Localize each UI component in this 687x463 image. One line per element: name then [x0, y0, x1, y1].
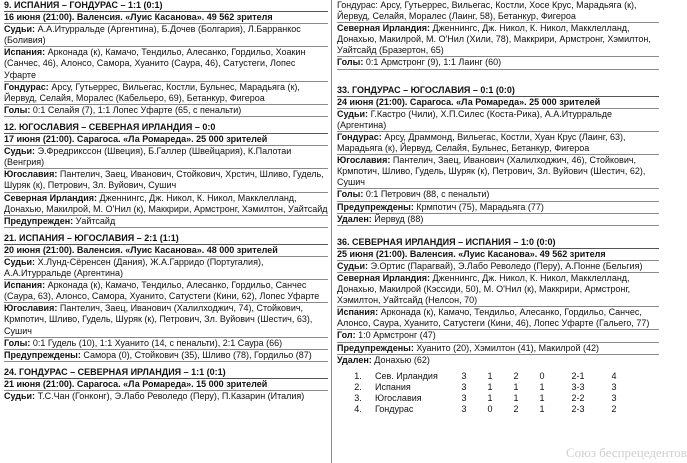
team-lineup — [337, 23, 659, 57]
standings-cell: 0 — [487, 403, 493, 414]
match-title: 9. ИСПАНИЯ – ГОНДУРАС – 1:1 (0:1) — [4, 0, 328, 12]
goals — [337, 330, 659, 342]
team-text: Пантелич, Заец, Иванович, Стойкович, Хрстич, Шливо, Гудель, Шуряк (к), Петрович, Зл. Вуйович, Сушич — [4, 169, 324, 191]
team-label: Югославия: — [4, 303, 58, 314]
team-lineup — [337, 132, 659, 155]
sent-off — [337, 355, 659, 366]
standings-cell: 2-1 — [571, 370, 585, 381]
judges-text: Т.С.Чан (Гонконг), Э.Лабо Револедо (Перу), П.Казарин (Италия) — [35, 391, 305, 401]
match-24 — [4, 367, 328, 402]
match-title: 33. ГОНДУРАС – ЮГОСЛАВИЯ – 0:1 (0:0) — [337, 85, 659, 97]
judges-label: Судьи: — [4, 146, 36, 157]
standings-row — [345, 382, 627, 393]
team-lineup — [4, 193, 328, 216]
team-label: Гондурас: — [337, 131, 382, 142]
standings-cell: 2-2 — [571, 392, 585, 403]
judges-label: Судьи: — [4, 256, 36, 267]
team-text: Дженнингс, Дж. Никол, К. Никол, Макклелланд, Донахью, Макилрой, М. О'Нил (к), Маккрири, Армстронг, Хэмилтон, Уайтсайд — [4, 192, 328, 214]
column-divider — [331, 0, 332, 463]
standings-cell: 1 — [487, 370, 493, 381]
match-21 — [4, 233, 328, 362]
judges-label: Судьи: — [4, 391, 36, 401]
team-label: Испания: — [4, 47, 46, 58]
warnings — [337, 202, 659, 214]
team-lineup — [337, 273, 659, 307]
judges-text: А.А.Итурральде (Аргентина), Б.Дочев (Болгария), Л.Барранкос (Боливия) — [4, 24, 301, 46]
judges-text: Х.Лунд-Сёренсен (Дания), Ж.А.Гарридо (Португалия), А.А.Итурральде (Аргентина) — [4, 256, 264, 279]
judges-text: Г.Кастро (Чили), Х.П.Силес (Коста-Рика), А.А.Итурральде (Аргентина) — [337, 108, 613, 130]
warnings-label: Предупреждены: — [4, 349, 81, 360]
standings-cell: 1 — [539, 392, 545, 403]
sent-off-text: Донахью (62) — [371, 354, 430, 365]
warnings-text: Самора (0), Стойкович (35), Шливо (78), Гордильо (87) — [80, 349, 312, 360]
standings-cell: 2. — [354, 381, 362, 392]
judges-label: Судьи: — [337, 108, 369, 119]
team-label: Югославия: — [4, 169, 58, 180]
standings-cell: 1 — [513, 381, 519, 392]
standings-cell: 1. — [354, 370, 362, 381]
left-column — [4, 0, 328, 407]
team-lineup — [337, 155, 659, 189]
standings-cell: 2 — [513, 370, 519, 381]
match-12 — [4, 122, 328, 228]
warnings-label: Предупрежден: — [4, 215, 74, 226]
judges-label: Судьи: — [337, 260, 369, 271]
judges-text: Э.Ортис (Парагвай), Э.Лабо Револедо (Перу), А.Понне (Бельгия) — [368, 260, 643, 271]
warnings-label: Предупреждены: — [337, 201, 414, 212]
team-text: Арконада (к), Камачо, Тендильо, Алесанко, Гордильо, Хоакин (Санчес, 46), Алонсо, Самора, Хуанито (Саура, 46), Сатустеги, Лопес Уфарте — [4, 47, 306, 80]
standings-cell: 1 — [539, 403, 545, 414]
goals-label: Гол: — [337, 330, 356, 341]
standings-cell: Испания — [375, 381, 411, 392]
warnings-text: Крмпотич (75), Марадьяга (77) — [413, 201, 544, 212]
judges — [337, 261, 659, 273]
right-column — [337, 0, 659, 415]
team-text: Пантелич, Заец, Иванович (Халилходжич, 74), Стойкович, Крмпотич, Шливо, Гудель, Шуряк (к), Петрович, Зл. Вуйович (Шестич, 63), Сушич — [4, 303, 313, 336]
ghost-heading: Союз беспрецедентов — [566, 445, 687, 460]
goals-text: 0:1 Армстронг (9), 1:1 Лаинг (60) — [363, 57, 502, 68]
match-title: 21. ИСПАНИЯ – ЮГОСЛАВИЯ – 2:1 (1:1) — [4, 233, 328, 245]
standings-row — [345, 393, 627, 404]
standings-row — [345, 371, 627, 382]
team-label: Северная Ирландия: — [4, 192, 98, 203]
warnings — [337, 343, 659, 355]
team-lineup — [4, 47, 328, 81]
goals-label: Голы: — [4, 337, 31, 348]
sent-off-label: Удален: — [337, 354, 372, 365]
team-label: Гондурас: — [4, 81, 49, 92]
goals — [4, 105, 328, 116]
standings-cell: 3 — [461, 403, 467, 414]
goals-label: Голы: — [4, 104, 31, 115]
goals — [4, 338, 328, 350]
sent-off — [337, 214, 659, 225]
match-date: 20 июня (21:00). Валенсия. «Луис Касанова». 48 000 зрителей — [4, 245, 328, 257]
standings-cell: 1 — [513, 392, 519, 403]
standings-cell: 1 — [487, 392, 493, 403]
goals — [337, 57, 659, 68]
standings-row — [345, 404, 627, 415]
team-lineup — [4, 280, 328, 303]
match-date: 21 июня (21:00). Сарагоса. «Ла Ромареда». 15 000 зрителей — [4, 379, 328, 391]
judges — [4, 257, 328, 280]
match-33 — [337, 85, 659, 226]
standings-cell: 3 — [611, 381, 617, 392]
match-date: 16 июня (21:00). Валенсия. «Луис Касанова». 49 562 зрителя — [4, 12, 328, 24]
spacer — [337, 75, 659, 85]
team-label: Северная Ирландия: — [337, 23, 431, 34]
standings-cell: Югославия — [375, 392, 422, 403]
standings-cell: 1 — [539, 381, 545, 392]
team-text: Дженнингс, Дж. Никол, К. Никол, Макклелланд, Донахью, Макилрой, М. О'Нил (Хили, 78), Маккрири, Армстронг, Хэмилтон, Уайтсайд (Бразертон, 65) — [337, 23, 651, 56]
judges — [4, 146, 328, 169]
team-lineup — [4, 303, 328, 337]
team-lineup: Гондурас: Арсу, Гутьеррес, Вильегас, Костли, Хосе Крус, Марадьяга (к), Йервуд, Селайя, Моралес (Лаинг, 58), Бетанкур, Фигероа — [337, 0, 659, 23]
team-lineup — [4, 169, 328, 192]
standings-body — [345, 371, 627, 415]
goals — [337, 189, 659, 201]
warnings-label: Предупреждены: — [337, 342, 414, 353]
standings-cell: 1 — [487, 381, 493, 392]
team-label: Северная Ирландия: — [337, 272, 431, 283]
standings-cell: Гондурас — [375, 403, 414, 414]
standings-cell: 3 — [461, 381, 467, 392]
standings-cell: 3-3 — [571, 381, 585, 392]
team-label: Испания: — [337, 307, 379, 318]
group-standings-table — [345, 371, 627, 415]
sent-off-text: Йервуд (88) — [371, 213, 424, 224]
standings-cell: 2-3 — [571, 403, 585, 414]
judges — [4, 24, 328, 47]
standings-cell: 3 — [611, 392, 617, 403]
team-text: Дженнингс, Дж. Никол, К. Никол, Макклелланд, Донахью, Макилрой (Кэссиди, 50), М. О'Нил (к), Маккрири, Армстронг, Хэмилтон, Уайтсайд (Нелсон, 70) — [337, 272, 631, 306]
judges-text: Э.Фредрикссон (Швеция), Б.Галлер (Швейцария), К.Палотаи (Венгрия) — [4, 146, 292, 168]
match-date: 25 июня (21:00). Валенсия. «Луис Касанова». 49 562 зрителя — [337, 249, 659, 261]
match-date: 24 июня (21:00). Сарагоса. «Ла Ромареда». 25 000 зрителей — [337, 97, 659, 109]
team-text: Арсу, Драммонд, Вильегас, Костли, Хуан Крус (Лаинг, 63), Марадьяга (к), Йервуд, Селайя, Бульнес, Бетанкур, Фигероа — [337, 131, 626, 154]
team-lineup — [4, 82, 328, 105]
match-24-continued — [337, 0, 659, 70]
judges — [337, 109, 659, 132]
goals-label: Голы: — [337, 189, 364, 200]
standings-cell: 2 — [611, 403, 617, 414]
team-text: Арконада (к), Камачо, Тендильо, Алесанко, Гордильо, Санчес, Алонсо, Саура, Хуанито, Сатустеги (Кини, 46), Лопес Уфарте (Гальего, 77) — [337, 307, 650, 329]
match-title: 36. СЕВЕРНАЯ ИРЛАНДИЯ – ИСПАНИЯ – 1:0 (0:0) — [337, 237, 659, 249]
standings-cell: 3. — [354, 392, 362, 403]
goals-text: 0:1 Петрович (88, с пенальти) — [363, 189, 490, 200]
standings-cell: Сев. Ирландия — [375, 370, 438, 381]
warnings — [4, 350, 328, 361]
warnings-text: Уайтсайд — [73, 215, 116, 226]
match-date: 17 июня (21:00). Сарагоса. «Ла Ромареда». 25 000 зрителей — [4, 134, 328, 146]
match-title: 24. ГОНДУРАС – СЕВЕРНАЯ ИРЛАНДИЯ – 1:1 (0:1) — [4, 367, 328, 379]
team-text: Арсу, Гутьеррес, Вильегас, Костли, Бульнес, Марадьяга (к), Йервуд, Селайя, Моралес (Кабельеро, 69), Бетанкур, Фигероа — [4, 81, 300, 103]
standings-cell: 4. — [354, 403, 362, 414]
team-text: Пантелич, Заец, Иванович (Халилходжич, 46), Стойкович, Крмпотич, Шливо, Гудель, Шуряк (к), Петрович, Зл. Вуйович (Шестич, 62), Сушич — [337, 155, 646, 188]
sent-off-label: Удален: — [337, 213, 372, 224]
goals-text: 0:1 Селайя (7), 1:1 Лопес Уфарте (65, с пенальти) — [30, 104, 242, 115]
team-label: Испания: — [4, 280, 46, 291]
warnings-text: Хуанито (20), Хэмилтон (41), Макилрой (42) — [413, 342, 600, 353]
team-label: Югославия: — [337, 155, 391, 166]
goals-label: Голы: — [337, 57, 364, 68]
goals-text: 1:0 Армстронг (47) — [355, 330, 436, 341]
standings-cell: 3 — [461, 370, 467, 381]
match-title: 12. ЮГОСЛАВИЯ – СЕВЕРНАЯ ИРЛАНДИЯ – 0:0 — [4, 122, 328, 134]
match-9 — [4, 0, 328, 117]
goals-text: 0:1 Гудель (10), 1:1 Хуанито (14, с пенальти), 2:1 Саура (66) — [30, 337, 283, 348]
standings-cell: 3 — [461, 392, 467, 403]
match-36 — [337, 237, 659, 366]
judges-label: Судьи: — [4, 24, 36, 35]
standings-cell: 0 — [539, 370, 545, 381]
team-text: Арконада (к), Камачо, Тендильо, Алесанко, Гордильо, Санчес (Саура, 63), Алонсо, Самора, Хуанито, Сатустеги (Кини, 62), Лопес Уфарте — [4, 280, 320, 302]
standings-cell: 4 — [611, 370, 617, 381]
team-lineup — [337, 307, 659, 330]
warnings — [4, 216, 328, 227]
judges — [4, 391, 328, 402]
standings-cell: 2 — [513, 403, 519, 414]
